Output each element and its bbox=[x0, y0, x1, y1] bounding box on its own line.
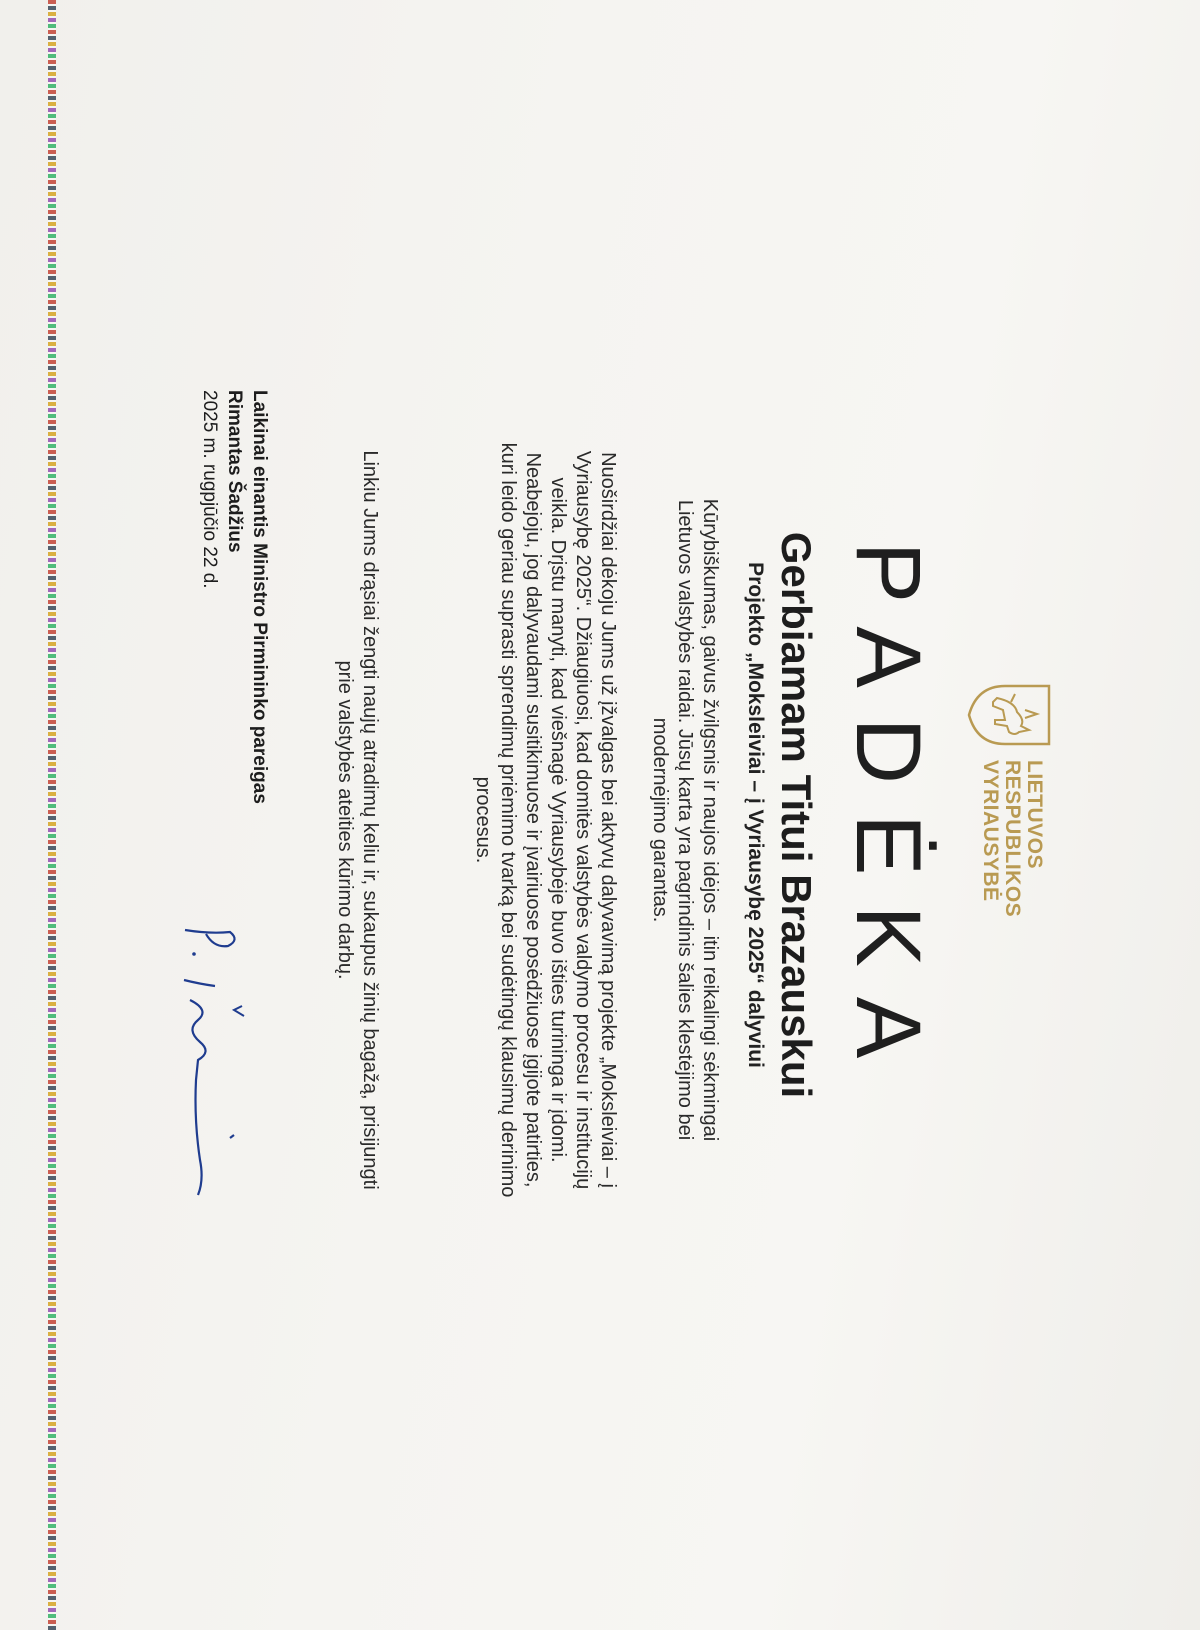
paragraph-2: Nuoširdžiai dėkoju Jums už įžvalgas bei aktyvų dalyvavimą projekte „Moksleiviai – į Vyriausybę 2025“. Džiaugiuosi, kad domitės valstybės valdymo procesu ir institucijų veikla. Drįstu manyti, kad viešnagė Vyriausybėje buvo išties turininga ir įdomi. Neabejoju, jog dalyvaudami susitikimuose ir įvairiuose posėdžiuose įgijote patirties, kuri leido geriau suprasti sprendimų priėmimo tvarką bei sudėtingų klausimų derinimo procesus. bbox=[472, 442, 619, 1198]
certificate-title: PADĖKA bbox=[837, 541, 939, 1089]
crest-line-3: VYRIAUSYBĖ bbox=[979, 760, 1002, 902]
signer-name: Rimantas Šadžius bbox=[224, 390, 245, 553]
recipient-name: Gerbiamam Titui Brazauskui bbox=[773, 531, 820, 1099]
signing-date: 2025 m. rugpjūčio 22 d. bbox=[199, 390, 220, 589]
crest-label bbox=[979, 760, 1045, 917]
paragraph-1: Kūrybiškumas, gaivus žvilgsnis ir naujos idėjos – itin reikalingi sėkmingai Lietuvos valstybės raidai. Jūsų karta yra pagrindinis šalies klestėjimo bei modernėjimo garantas. bbox=[649, 498, 721, 1142]
signer-position: Laikinai einantis Ministro Pirmininko pareigas bbox=[249, 390, 270, 804]
signer-block bbox=[197, 390, 272, 890]
project-line: Projekto „Moksleiviai – į Vyriausybę 2025“ dalyviui bbox=[744, 562, 767, 1068]
handwritten-signature-icon bbox=[150, 920, 270, 1220]
vytis-coat-of-arms-icon bbox=[965, 680, 1055, 750]
crest-line-2: RESPUBLIKOS bbox=[1001, 760, 1024, 918]
government-crest bbox=[955, 680, 1055, 918]
crest-line-1: LIETUVOS bbox=[1023, 760, 1046, 870]
paragraph-3: Linkiu Jums drąsiai žengti naujų atradimų keliu ir, sukaupus žinių bagažą, prisijungti prie valstybės ateities kūrimo darbų. bbox=[334, 450, 381, 1190]
